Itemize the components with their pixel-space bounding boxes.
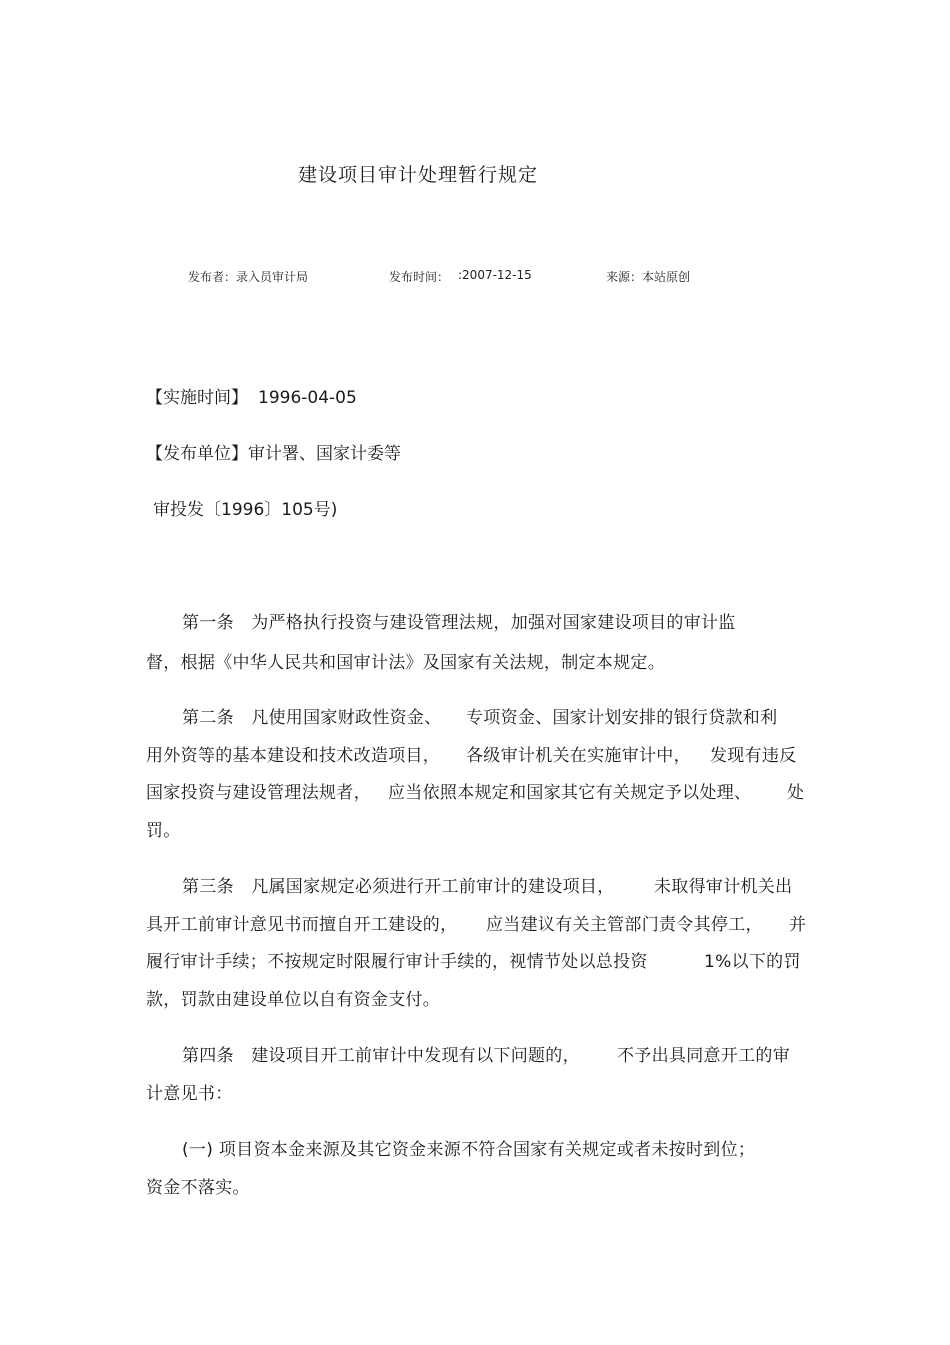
article-3-line-4: 款，罚款由建设单位以自有资金支付。 [146, 990, 441, 1010]
impl-value: 1996-04-05 [258, 388, 357, 408]
article-4-line-1a: 第四条 建设项目开工前审计中发现有以下问题的， [182, 1046, 580, 1066]
item-1-line-2: 资金不落实。 [146, 1178, 250, 1198]
article-2-line-3a: 国家投资与建设管理法规者， [146, 783, 371, 803]
publisher-meta: 发布者：录入员审计局 [188, 270, 309, 284]
article-2-line-2b: 各级审计机关在实施审计中， [466, 746, 691, 766]
publish-time-label: 发布时间： [389, 270, 450, 284]
unit-label: 【发布单位】 [146, 444, 248, 464]
article-2-line-3c: 处 [787, 783, 805, 803]
implementation-time [146, 383, 357, 408]
article-1-line-1: 第一条 为严格执行投资与建设管理法规，加强对国家建设项目的审计监 [182, 613, 736, 633]
article-3-line-1b: 未取得审计机关出 [654, 877, 793, 897]
article-2-line-1b: 专项资金、国家计划安排的银行贷款和利 [466, 708, 778, 728]
article-2-line-4: 罚。 [146, 821, 181, 841]
article-2-line-2a: 用外资等的基本建设和技术改造项目， [146, 746, 441, 766]
publishing-unit [146, 439, 401, 464]
publish-time-value: :2007-12-15 [458, 268, 532, 282]
article-4-line-2: 计意见书： [146, 1084, 233, 1104]
item-1-line-1: (一) 项目资本金来源及其它资金来源不符合国家有关规定或者未按时到位； [182, 1140, 756, 1160]
impl-label: 【实施时间】 [146, 388, 248, 408]
article-4-line-1b: 不予出具同意开工的审 [617, 1046, 790, 1066]
document-number: 审投发〔1996〕105号) [153, 500, 338, 520]
document-title: 建设项目审计处理暂行规定 [298, 164, 539, 186]
article-3-line-2b: 应当建议有关主管部门责令其停工， [486, 915, 763, 935]
article-2-line-3b: 应当依照本规定和国家其它有关规定予以处理、 [388, 783, 752, 803]
article-3-line-2c: 并 [789, 915, 807, 935]
unit-value: 审计署、国家计委等 [248, 444, 401, 464]
article-2-line-1: 第二条 凡使用国家财政性资金、 [182, 708, 442, 728]
article-3-line-1a: 第三条 凡属国家规定必须进行开工前审计的建设项目， [182, 877, 615, 897]
article-3-line-3b: 1%以下的罚 [704, 952, 801, 972]
article-3-line-2a: 具开工前审计意见书而擅自开工建设的， [146, 915, 458, 935]
article-3-line-3a: 履行审计手续；不按规定时限履行审计手续的，视情节处以总投资 [146, 952, 648, 972]
source-meta: 来源：本站原创 [606, 270, 691, 284]
article-2-line-2c: 发现有违反 [710, 746, 797, 766]
article-1-line-2: 督，根据《中华人民共和国审计法》及国家有关法规，制定本规定。 [146, 653, 665, 673]
